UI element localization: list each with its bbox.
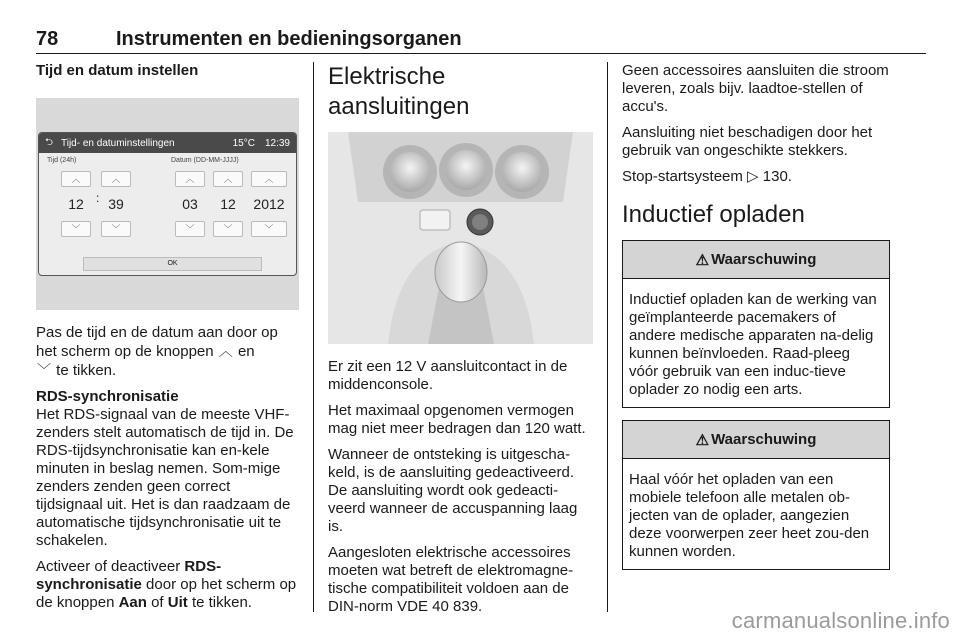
column-1 xyxy=(36,62,299,620)
chevron-down-icon[interactable]: ﹀ xyxy=(61,221,91,237)
screen-temperature: 15°C xyxy=(232,137,255,149)
warning-text: Haal vóór het opladen van een mobiele telefoon alle metalen ob-jecten van de oplader, aangezien deze voorwerpen zeer heet zou-den kunnen worden. xyxy=(629,471,870,560)
paragraph-12v-outlet: Er zit een 12 V aansluitcontact in de middenconsole. xyxy=(328,358,568,393)
chevron-down-icon[interactable]: ﹀ xyxy=(101,221,131,237)
chevron-down-icon[interactable]: ﹀ xyxy=(175,221,205,237)
section-heading-inductive-charging: Inductief opladen xyxy=(622,201,805,228)
page-header xyxy=(36,26,926,54)
column-divider xyxy=(313,62,314,612)
screen-title: Tijd- en datuminstellingen xyxy=(61,137,175,149)
chapter-title: Instrumenten en bedieningsorganen xyxy=(116,28,462,50)
back-arrow-icon[interactable]: ⮌ xyxy=(45,136,54,148)
warning-triangle-icon: ⚠ xyxy=(695,251,710,269)
day-spinner xyxy=(175,171,205,237)
paragraph-rds-toggle: Activeer of deactiveer RDS-synchronisatie door op het scherm op de knoppen Aan of Uit te tikken. xyxy=(36,558,297,611)
chevron-up-icon[interactable]: ︿ xyxy=(175,171,205,187)
chevron-up-icon[interactable]: ︿ xyxy=(251,171,287,187)
warning-triangle-icon: ⚠ xyxy=(695,431,710,449)
time-label: Tijd (24h) xyxy=(47,157,77,164)
watermark: carmanualsonline.info xyxy=(731,608,950,633)
day-value: 03 xyxy=(182,196,198,212)
paragraph-max-power: Het maximaal opgenomen vermogen mag niet meer bedragen dan 120 watt. xyxy=(328,402,586,437)
paragraph-no-accessories: Geen accessoires aansluiten die stroom leveren, zoals bijv. laadtoe-stellen of accu's. xyxy=(622,62,889,115)
paragraph-stop-start: Stop-startsysteem ▷ 130. xyxy=(622,168,792,185)
chevron-down-icon: ﹀ xyxy=(37,362,51,378)
year-spinner xyxy=(251,171,287,237)
rds-heading: RDS-synchronisatie xyxy=(36,388,179,405)
time-separator: : xyxy=(96,191,100,205)
warning-header: ⚠ Waarschuwing xyxy=(623,241,889,279)
paragraph-rds: Het RDS-signaal van de meeste VHF-zenders stelt automatisch de tijd in. De RDS-tijdsynchronisatie kan en-kele minuten in beslag nemen. Som-mige zenders zenden geen correct tijdsignaal uit. Het is dan raadzaam de automatische tijdsynchronisatie uit te schakelen. xyxy=(36,406,294,549)
warning-box-pacemaker xyxy=(622,240,890,408)
screen-title-bar xyxy=(39,133,296,153)
hour-value: 12 xyxy=(68,196,84,212)
column-divider xyxy=(607,62,608,612)
year-value: 2012 xyxy=(253,196,285,212)
paragraph-emc: Aangesloten elektrische accessoires moeten wat betreft de elektromagne-tische compatibiliteit voldoen aan de DIN-norm VDE 40 839. xyxy=(328,544,574,615)
column-3 xyxy=(622,62,890,582)
warning-text: Inductief opladen kan de werking van geïmplanteerde pacemakers of andere medische apparaten na-delig kunnen beïnvloeden. Raad-pleeg vóór gebruik van een induc-tieve oplader zo nodig een arts. xyxy=(629,291,877,398)
center-console-illustration xyxy=(328,132,593,344)
month-value: 12 xyxy=(220,196,236,212)
chevron-up-icon: ︿ xyxy=(218,343,233,359)
minute-value: 39 xyxy=(108,196,124,212)
paragraph-adjust-time: Pas de tijd en de datum aan door op het scherm op de knoppen ︿ en ﹀ te tikken. xyxy=(36,324,278,379)
screen-clock: 12:39 xyxy=(264,137,290,149)
column-2 xyxy=(328,62,593,624)
infotainment-screen xyxy=(38,132,297,276)
warning-box-metal-objects xyxy=(622,420,890,570)
warning-header: ⚠ Waarschuwing xyxy=(623,421,889,459)
section-heading-power-outlets: Elektrische aansluitingen xyxy=(328,63,470,120)
chevron-up-icon[interactable]: ︿ xyxy=(61,171,91,187)
chevron-down-icon[interactable]: ﹀ xyxy=(251,221,287,237)
time-date-screen-figure xyxy=(36,98,299,310)
chevron-up-icon[interactable]: ︿ xyxy=(213,171,243,187)
chevron-up-icon[interactable]: ︿ xyxy=(101,171,131,187)
date-label: Datum (DD-MM-JJJJ) xyxy=(171,157,239,164)
section-heading-time-date: Tijd en datum instellen xyxy=(36,62,199,79)
minute-spinner xyxy=(101,171,131,237)
reference-arrow-icon: ▷ xyxy=(747,168,759,185)
hour-spinner xyxy=(61,171,91,237)
chevron-down-icon[interactable]: ﹀ xyxy=(213,221,243,237)
month-spinner xyxy=(213,171,243,237)
page-number: 78 xyxy=(36,28,59,50)
center-console-figure xyxy=(328,132,593,344)
paragraph-no-damage: Aansluiting niet beschadigen door het gebruik van ongeschikte stekkers. xyxy=(622,124,873,159)
paragraph-ignition: Wanneer de ontsteking is uitgescha-keld, is de aansluiting gedeactiveerd. De aansluiting wordt ook gedeacti-veerd wanneer de accuspanning laag is. xyxy=(328,446,578,535)
ok-button[interactable]: OK xyxy=(83,257,262,271)
